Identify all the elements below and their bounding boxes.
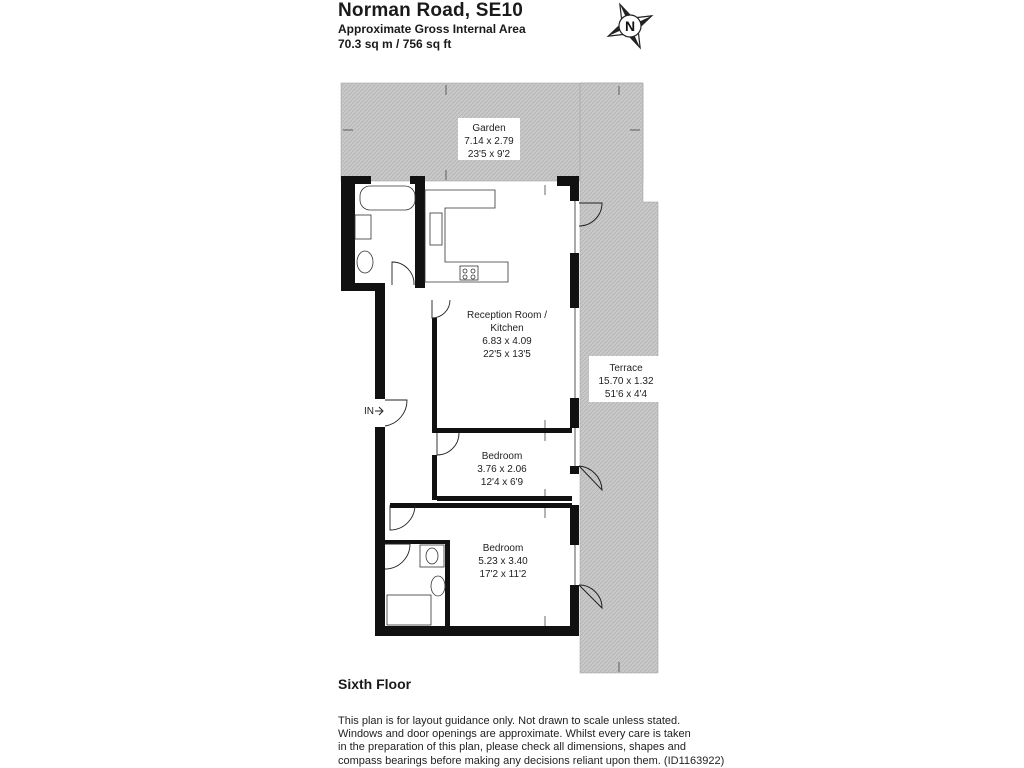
bedroom2-label: [478, 543, 528, 580]
bedroom2-metric: 5.23 x 3.40: [478, 556, 528, 567]
terrace-name: Terrace: [609, 363, 643, 374]
disclaimer-line: in the preparation of this plan, please check all dimensions, shapes and: [338, 741, 686, 754]
bedroom1-name: Bedroom: [481, 451, 523, 462]
reception-metric: 6.83 x 4.09: [482, 336, 532, 347]
bedroom2-name: Bedroom: [482, 543, 524, 554]
garden-metric: 7.14 x 2.79: [464, 136, 514, 147]
garden-label: [458, 118, 520, 160]
reception-imperial: 22'5 x 13'5: [483, 349, 531, 360]
terrace-imperial: 51'6 x 4'4: [604, 389, 648, 400]
disclaimer-line: This plan is for layout guidance only. Not drawn to scale unless stated.: [338, 715, 681, 727]
reception-name-line1: Reception Room /: [466, 310, 548, 321]
bedroom2-imperial: 17'2 x 11'2: [479, 569, 527, 580]
compass-letter: N: [624, 18, 636, 34]
garden-imperial: 23'5 x 9'2: [467, 149, 511, 160]
disclaimer-line: Windows and door openings are approximate. Whilst every care is taken: [338, 728, 691, 741]
bedroom1-imperial: 12'4 x 6'9: [480, 477, 524, 488]
area-value: 70.3 sq m / 756 sq ft: [338, 37, 452, 51]
terrace-metric: 15.70 x 1.32: [598, 376, 654, 387]
compass-icon: [598, 0, 662, 58]
reception-name-line2: Kitchen: [490, 323, 524, 334]
disclaimer-line: compass bearings before making any decisions reliant upon them. (ID1163922): [338, 754, 725, 767]
disclaimer: [338, 715, 725, 768]
property-title: Norman Road, SE10: [338, 0, 524, 21]
terrace-label: [589, 356, 659, 402]
bedroom1-label: [477, 451, 527, 488]
entrance-label: IN: [364, 406, 374, 417]
area-label: Approximate Gross Internal Area: [338, 22, 526, 36]
floor-label: Sixth Floor: [338, 676, 412, 692]
bedroom1-metric: 3.76 x 2.06: [477, 464, 527, 475]
garden-name: Garden: [472, 123, 506, 134]
